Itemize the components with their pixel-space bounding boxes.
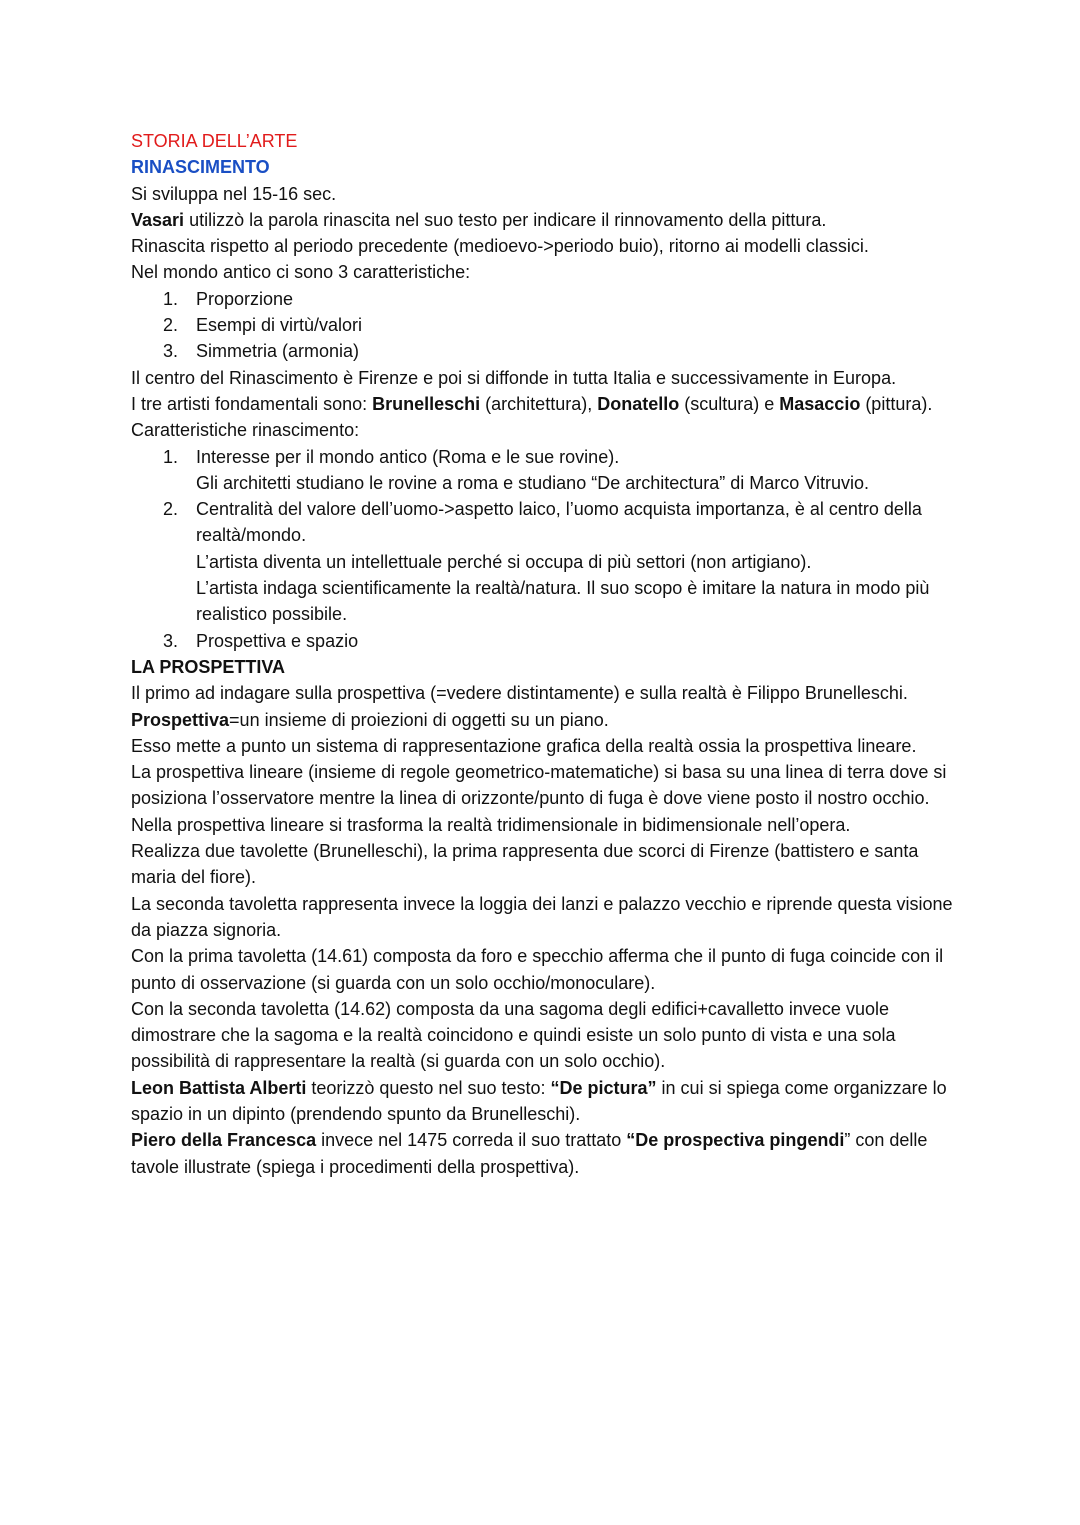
list-number: 1. <box>163 446 179 467</box>
piero-close-quote: ” <box>844 1130 851 1151</box>
piero-mid: invece nel 1475 correda il suo trattato <box>316 1130 627 1151</box>
list-item <box>131 628 961 654</box>
bold-de-prospectiva: “De prospectiva pingendi <box>626 1130 845 1151</box>
bold-donatello: Donatello <box>597 393 680 414</box>
section-heading-rinascimento: RINASCIMENTO <box>131 157 270 178</box>
list-item-text: Proporzione <box>196 288 294 309</box>
bold-piero: Piero della Francesca <box>131 1130 317 1151</box>
list-characteristics-ancient <box>131 286 961 365</box>
paragraph-prospettiva-1: Il primo ad indagare sulla prospettiva (=vedere distintamente) e sulla realtà è Filippo Brunelleschi. <box>131 683 908 704</box>
paragraph-century: Si sviluppa nel 15-16 sec. <box>131 183 337 204</box>
section-heading-prospettiva: LA PROSPETTIVA <box>131 656 286 677</box>
document-title: STORIA DELL’ARTE <box>131 131 298 151</box>
paragraph-prospettiva-9: Con la seconda tavoletta (14.62) composta da una sagoma degli edifici+cavalletto invece vuole dimostrare che la sagoma e la realtà coincidono e quindi esiste un solo punto di vista e una sola possibilità di rappresentare la realtà (si guarda con un solo occhio). <box>131 998 896 1072</box>
paragraph-prospettiva-6: Realizza due tavolette (Brunelleschi), la prima rappresenta due scorci di Firenze (battistero e santa maria del fiore). <box>131 841 919 888</box>
paragraph-piero <box>131 1127 961 1180</box>
paragraph-rinascita: Rinascita rispetto al periodo precedente (medioevo->periodo buio), ritorno ai modelli classici. <box>131 236 869 257</box>
paragraph-centro: Il centro del Rinascimento è Firenze e poi si diffonde in tutta Italia e successivamente in Europa. <box>131 367 897 388</box>
paragraph-mondo-antico: Nel mondo antico ci sono 3 caratteristiche: <box>131 262 471 283</box>
alberti-mid: teorizzò questo nel suo testo: <box>306 1077 551 1098</box>
list-item <box>131 312 961 338</box>
list-item-text: L’artista diventa un intellettuale perché si occupa di più settori (non artigiano). <box>196 551 812 572</box>
bold-brunelleschi: Brunelleschi <box>372 393 481 414</box>
list-item-text: Prospettiva e spazio <box>196 630 359 651</box>
bold-masaccio: Masaccio <box>779 393 861 414</box>
list-item-text: Interesse per il mondo antico (Roma e le sue rovine). <box>196 446 620 467</box>
bold-prospettiva: Prospettiva <box>131 709 230 730</box>
bold-de-pictura: “De pictura” <box>550 1077 657 1098</box>
list-characteristics-renaissance <box>131 444 961 654</box>
bold-alberti: Leon Battista Alberti <box>131 1077 307 1098</box>
paragraph-prospettiva-3: Esso mette a punto un sistema di rappresentazione grafica della realtà ossia la prospettiva lineare. <box>131 735 917 756</box>
definition-text: =un insieme di proiezioni di oggetti su un piano. <box>229 709 609 730</box>
document-page <box>131 128 961 1180</box>
list-number: 2. <box>163 499 179 520</box>
list-item <box>131 286 961 312</box>
list-item <box>131 496 961 627</box>
paragraph-artisti <box>131 391 961 417</box>
paragraph-prospettiva-8: Con la prima tavoletta (14.61) composta da foro e specchio afferma che il punto di fuga coincide con il punto di osservazione (si guarda con un solo occhio/monoculare). <box>131 946 944 993</box>
alberti-rest: in cui si spiega come organizzare lo spazio in un dipinto (prendendo spunto da Brunelleschi). <box>131 1077 947 1124</box>
paragraph-prospettiva-5: Nella prospettiva lineare si trasforma la realtà tridimensionale in bidimensionale nell’opera. <box>131 814 851 835</box>
artisti-intro: I tre artisti fondamentali sono: <box>131 393 373 414</box>
bold-vasari: Vasari <box>131 209 185 230</box>
vasari-text: utilizzò la parola rinascita nel suo testo per indicare il rinnovamento della pittura. <box>184 209 827 230</box>
list-item-text: Gli architetti studiano le rovine a roma e studiano “De architectura” di Marco Vitruvio. <box>196 472 869 493</box>
list-number: 3. <box>163 341 179 362</box>
list-item-text: L’artista indaga scientificamente la realtà/natura. Il suo scopo è imitare la natura in modo più realistico possibile. <box>196 578 930 625</box>
list-item-text: Esempi di virtù/valori <box>196 315 363 336</box>
list-item-text: Simmetria (armonia) <box>196 341 360 362</box>
list-number: 2. <box>163 315 179 336</box>
paragraph-alberti <box>131 1075 961 1128</box>
artisti-role-1: (architettura), <box>480 393 598 414</box>
paragraph-prospettiva-definition <box>131 707 961 733</box>
paragraph-vasari <box>131 207 961 233</box>
paragraph-caratteristiche: Caratteristiche rinascimento: <box>131 420 360 441</box>
list-number: 3. <box>163 630 179 651</box>
list-number: 1. <box>163 288 179 309</box>
paragraph-prospettiva-7: La seconda tavoletta rappresenta invece la loggia dei lanzi e palazzo vecchio e riprende questa visione da piazza signoria. <box>131 893 953 940</box>
list-item <box>131 444 961 497</box>
piero-rest: con delle tavole illustrate (spiega i procedimenti della prospettiva). <box>131 1130 928 1177</box>
paragraph-prospettiva-4: La prospettiva lineare (insieme di regole geometrico-matematiche) si basa su una linea di terra dove si posiziona l’osservatore mentre la linea di orizzonte/punto di fuga è dove viene posto il nostro occhio. <box>131 762 947 809</box>
artisti-role-3: (pittura). <box>860 393 933 414</box>
list-item <box>131 338 961 364</box>
artisti-role-2: (scultura) e <box>679 393 780 414</box>
list-item-text: Centralità del valore dell’uomo->aspetto laico, l’uomo acquista importanza, è al centro della realtà/mondo. <box>196 499 922 546</box>
